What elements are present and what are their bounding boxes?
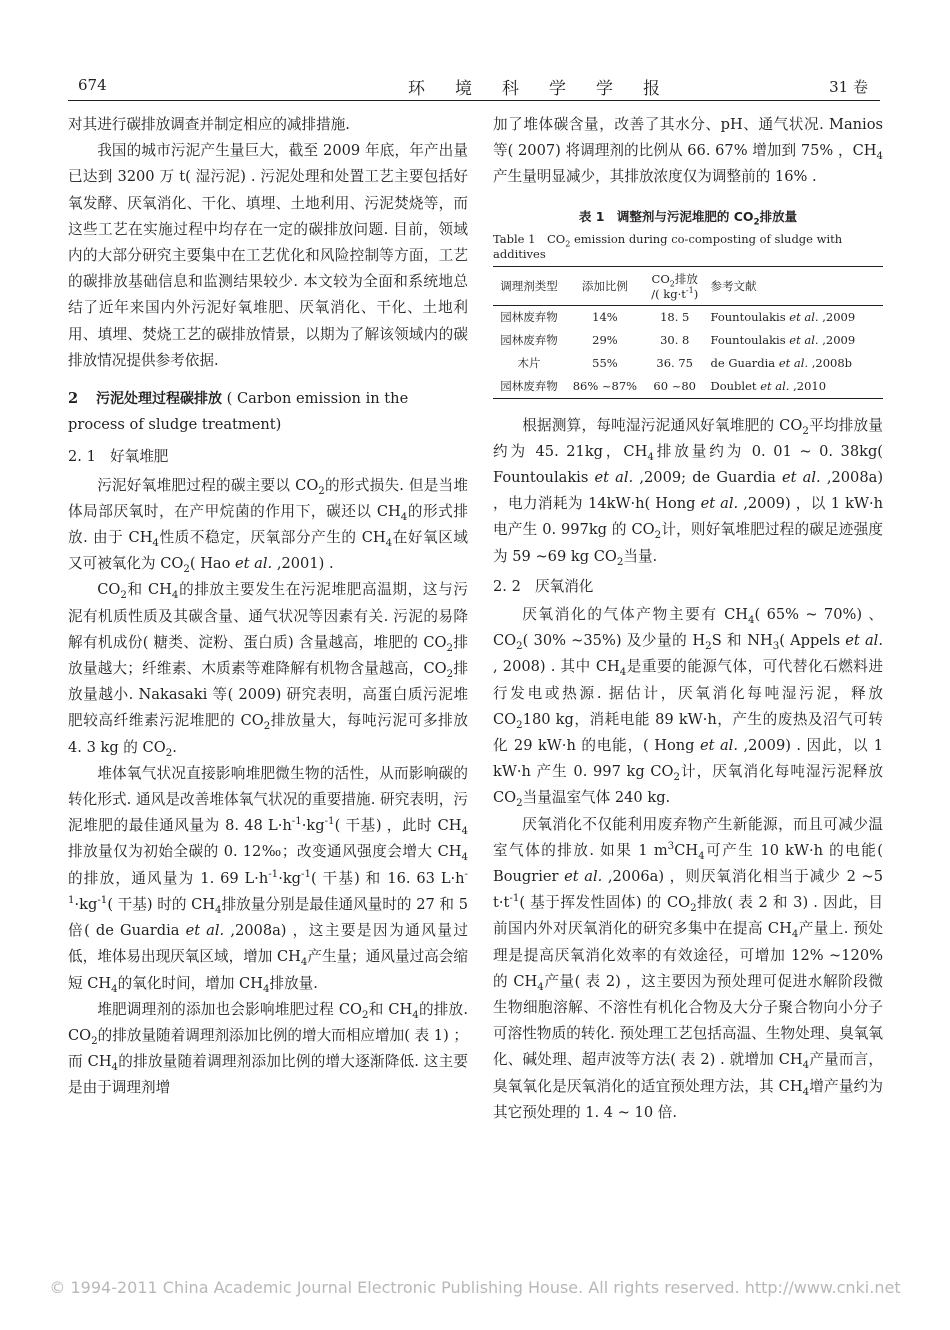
table-header-row — [493, 266, 883, 305]
col-header-ratio: 添加比例 — [565, 266, 645, 305]
table-1 — [493, 266, 883, 399]
paragraph: 我国的城市污泥产生量巨大，截至 2009 年底，年产出量已达到 3200 万 t( 湿污泥) . 污泥处理和处置工艺主要包括好氧发酵、厌氧消化、干化、填埋、土地利用、污泥焚烧等，而这些工艺在实施过程中均存在一定的碳排放问题. 目前，领域内的大部分研究主要集中在工艺优化和风险控制等方面，工艺的碳排放基础信息和监测结果较少. 本文较为全面和系统地总结了近年来国内外污泥好氧堆肥、厌氧消化、干化、土地利用、填埋、焚烧工艺的碳排放情景，以期为了解该领域内的碳排放情况提供参考依据. — [68, 142, 468, 369]
section-title-en: ( Carbon emission in the process of sludge treatment) — [68, 390, 409, 434]
page-number: 674 — [78, 76, 107, 94]
right-column — [493, 112, 883, 1126]
paragraph: 污泥好氧堆肥过程的碳主要以 $CO_2$的形式损失. 但是当堆体局部厌氧时，在产甲烷菌的作用下，碳还以 $CH_4$的形式排放. 由于 $CH_4$性质不稳定，厌氧部分产生的 $CH_4$在好氧区域又可被氧化为 $CO_2$( Hao et al. ,2001) . — [68, 476, 468, 576]
paragraph: 厌氧消化不仅能利用废弃物产生新能源，而且可减少温室气体的排放. 如果 1 $m^3CH_4$可产生 10 kW·h 的电能( Bougrier et al. ,2006a) ，则厌氧消化相当于减少 2 ~5 $t\cdot t^{-1}$( 基于挥发性固体) 的 $CO_2$排放( 表 2 和 3) . 因此，目前国内外对厌氧消化的研究多集中在提高 $CH_4$产量上. 预处理是提高厌氧消化效率的有效途径，可增加 12% ~120% 的 $CH_4$产量( 表 2) ，这主要因为预处理可促进水解阶段微生物细胞溶解、不溶性有机化合物及大分子聚合物向小分子可溶性物质的转化. 预处理工艺包括高温、生物处理、臭氧氧化、碱处理、超声波等方法( 表 2) . 就增加 $CH_4$产量而言，臭氧氧化是厌氧消化的适宜预处理方法，其 $CH_4$增产量约为其它预处理的 1. 4 ~ 10 倍. — [493, 815, 884, 1121]
subsection-title: 厌氧消化 — [535, 577, 594, 595]
journal-title: 环境科学学报 — [408, 79, 690, 99]
table-row: 园林废弃物 86% ~87% 60 ~80 Doublet et al. ,2010 — [493, 375, 883, 399]
col-header-type: 调理剂类型 — [493, 266, 565, 305]
table-caption-en: Table 1 $CO_2$ emission during co-composting of sludge with additives — [493, 231, 843, 261]
section-number: 2 — [68, 390, 79, 408]
subsection-heading — [68, 444, 468, 470]
section-title-cn: 污泥处理过程碳排放 — [96, 391, 222, 408]
section-heading — [68, 386, 468, 438]
copyright-footer: © 1994-2011 China Academic Journal Electronic Publishing House. All rights reserved. http://www.cnki.net — [49, 1278, 901, 1297]
paragraph: 对其进行碳排放调查并制定相应的减排措施. — [68, 116, 350, 133]
table-row: 园林废弃物 29% 30. 8 Fountoulakis et al. ,2009 — [500, 333, 856, 348]
paragraph: 加了堆体碳含量，改善了其水分、pH、通气状况. Manios 等( 2007) 将调理剂的比例从 66. 67% 增加到 75% ，$CH_4$产生量明显减少，其排放浓度仅为调整前的 16% . — [493, 116, 883, 186]
subsection-title: 好氧堆肥 — [110, 448, 169, 466]
paragraph: 厌氧消化的气体产物主要有 $CH_4$( 65% ~ 70%) 、$CO_2$( 30% ~35%) 及少量的 $H_2S$ 和 $NH_3$( Appels et al. , 2008) . 其中 $CH_4$是重要的能源气体，可代替化石燃料进行发电或热源. 据估计，厌氧消化每吨湿污泥，释放 $CO_2180$ kg，消耗电能 89 kW·h，产生的废热及沼气可转化 29 kW·h 的电能，( Hong et al. ,2009) . 因此，以 1 kW·h 产生 0. 997 kg $CO_2$计，厌氧消化每吨湿污泥释放 $CO_2$当量温室气体 240 kg. — [493, 606, 884, 810]
col-header-co2: $CO_2$排放 /( $kg\cdot t^{-1}$) — [645, 266, 705, 305]
col-header-ref: 参考文献 — [705, 266, 884, 305]
paragraph: $CO_2$和 $CH_4$的排放主要发生在污泥堆肥高温期，这与污泥有机质性质及其碳含量、通气状况等因素有关. 污泥的易降解有机成份( 糖类、淀粉、蛋白质) 含量越高，堆肥的 $CO_2$排放量越大；纤维素、木质素等难降解有机物含量越高，$CO_2$排放量越小. Nakasaki 等( 2009) 研究表明，高蛋白质污泥堆肥较高纤维素污泥堆肥的 $CO_2$排放量大，每吨污泥可多排放 4. 3 kg 的 $CO_2$. — [68, 581, 468, 759]
paragraph: 堆肥调理剂的添加也会影响堆肥过程 $CO_2$和 $CH_4$的排放. $CO_2$的排放量随着调理剂添加比例的增大而相应增加( 表 1) ；而 $CH_4$的排放量随着调理剂添加比例的增大逐渐降低. 这主要是由于调理剂增 — [68, 1000, 468, 1097]
paragraph: 堆体氧气状况直接影响堆肥微生物的活性，从而影响碳的转化形式. 通风是改善堆体氧气状况的重要措施. 研究表明，污泥堆肥的最佳通风量为 8. 48 $L\cdot h^{-1}\cdot kg^{-1}$( 干基) ，此时 $CH_4$排放量仅为初始全碳的 0. 12‰；改变通风强度会增大 $CH_4$的排放，通风量为 1. 69 $L\cdot h^{-1}\cdot kg^{-1}$( 干基) 和 16. 63 $L\cdot h^{-1}\cdot kg^{-1}$( 干基) 时的 $CH_4$排放量分别是最佳通风量时的 27 和 5 倍( de Guardia et al. ,2008a) ，这主要是因为通风量过低，堆体易出现厌氧区域，增加 $CH_4$产生量；通风量过高会缩短 $CH_4$的氧化时间，增加 $CH_4$排放量. — [68, 764, 468, 995]
running-header — [68, 66, 880, 101]
table-caption-cn: 表 1 调整剂与污泥堆肥的 $CO_2$排放量 — [578, 208, 798, 228]
volume-label: 31 卷 — [829, 78, 868, 96]
left-column — [68, 112, 468, 1102]
subsection-number: 2. 1 — [68, 448, 96, 466]
table-row: 园林废弃物 14% 18. 5 Fountoulakis et al. ,2009 — [500, 310, 856, 325]
table-row: 木片 55% 36. 75 de Guardia et al. ,2008b — [517, 356, 853, 371]
paragraph: 根据测算，每吨湿污泥通风好氧堆肥的 $CO_2$平均排放量约为 45. 21kg，$CH_4$排放量约为 0. 01 ~ 0. 38kg( Fountoulakis et al. ,2009; de Guardia et al. ,2008a) ，电力消耗为 14kW·h( Hong et al. ,2009) ，以 1 kW·h 电产生 0. 997kg 的 $CO_2$计，则好氧堆肥过程的碳足迹强度为 59 ~69 kg $CO_2$当量. — [493, 416, 884, 568]
subsection-heading — [493, 574, 883, 600]
subsection-number: 2. 2 — [493, 577, 521, 595]
